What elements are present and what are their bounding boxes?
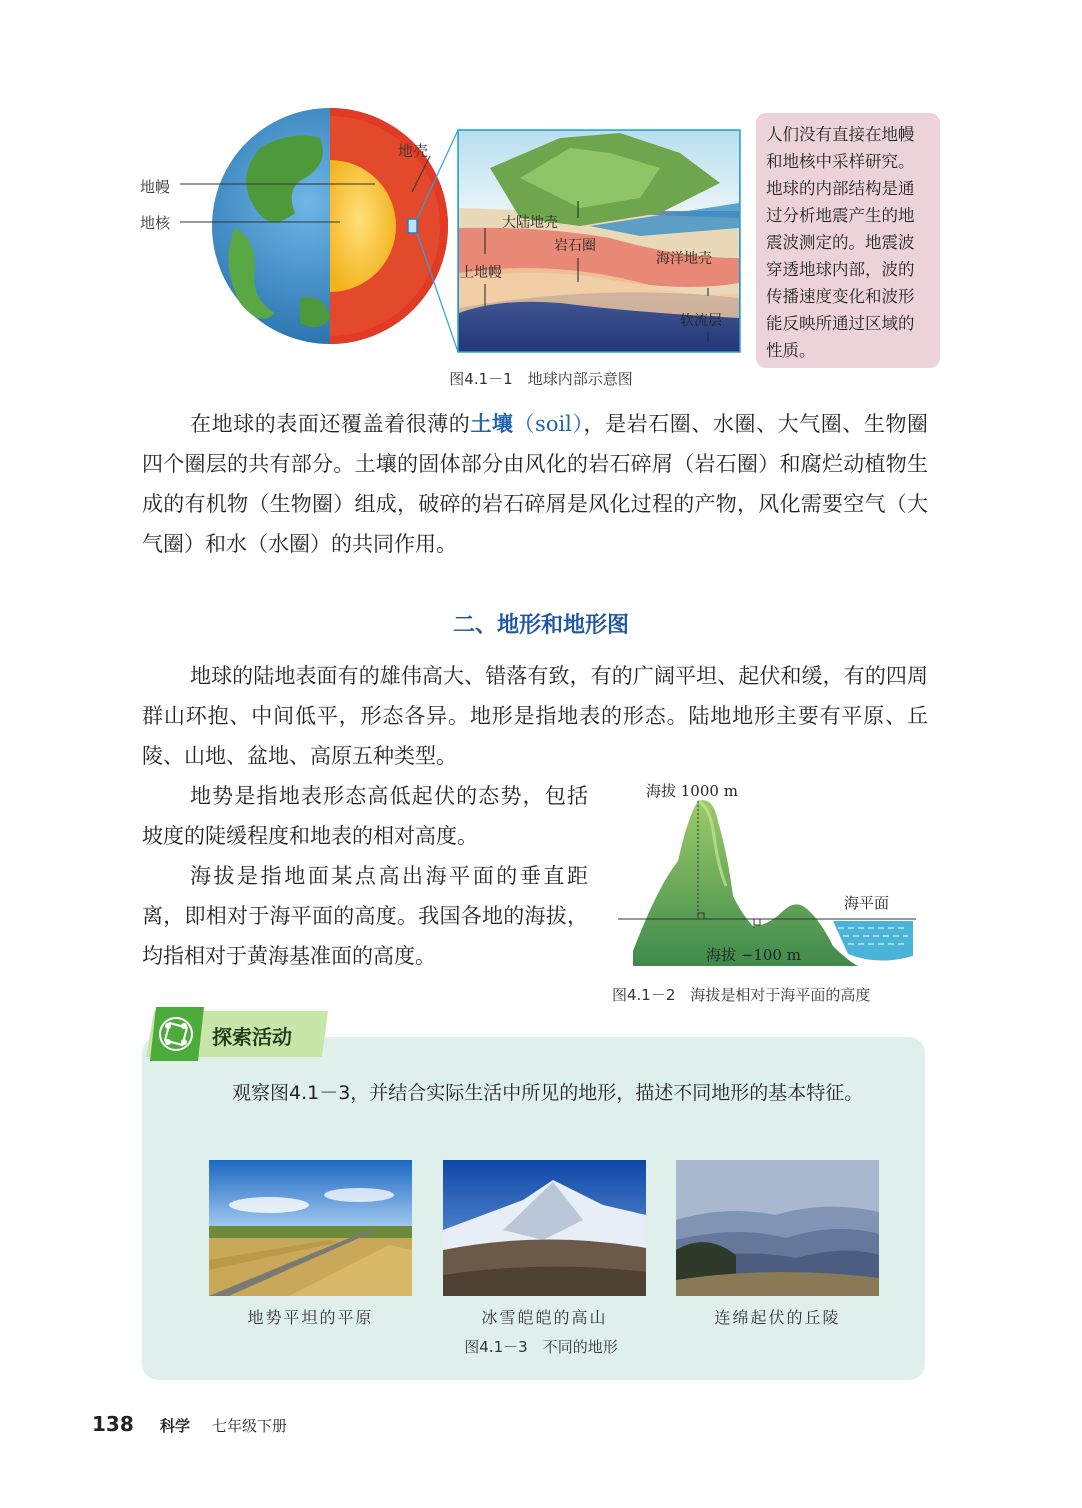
para1-before: 在地球的表面还覆盖着很薄的 <box>190 412 471 436</box>
label-altitude-high: 海拔 1000 m <box>646 782 738 800</box>
label-continental-crust: 大陆地壳 <box>502 215 558 231</box>
photo-mountain <box>443 1160 646 1296</box>
photo-plain <box>209 1160 412 1296</box>
label-oceanic-crust: 海洋地壳 <box>656 251 712 267</box>
label-upper-mantle: 上地幔 <box>460 265 502 281</box>
label-lithosphere: 岩石圈 <box>554 238 596 254</box>
photo-hills <box>676 1160 879 1296</box>
explore-title: 探索活动 <box>212 1025 292 1049</box>
page-number: 138 <box>92 1412 134 1436</box>
para1-after: ，是岩石圈、水圈、大气圈、生物圈四个圈层的共有部分。土壤的固体部分由风化的岩石碎屑（岩石圈）和腐烂动植物生成的有机物（生物圈）组成，破碎的岩石碎屑是风化过程的产物，风化需要空气（大气圈）和水（水圈）的共同作用。 <box>142 412 929 556</box>
label-mantle: 地幔 <box>140 178 171 196</box>
figure-caption-4-1-3: 图4.1－3 不同的地形 <box>464 1338 618 1356</box>
book-title: 科学 <box>160 1417 191 1435</box>
photo-caption-mountain: 冰雪皑皑的高山 <box>481 1308 608 1327</box>
paragraph-terrain <box>142 776 588 856</box>
label-crust: 地壳 <box>398 142 429 160</box>
paragraph-landforms <box>142 656 928 776</box>
explore-icon <box>158 1016 194 1052</box>
para4-text: 海拔是指地面某点高出海平面的垂直距离，即相对于海平面的高度。我国各地的海拔，均指相对于黄海基准面的高度。 <box>142 864 588 968</box>
label-altitude-low: 海拔 −100 m <box>706 946 801 964</box>
label-sea-level: 海平面 <box>844 894 890 912</box>
photo-caption-hills: 连绵起伏的丘陵 <box>714 1308 841 1327</box>
explore-activity-header <box>142 1007 328 1061</box>
paragraph-altitude <box>142 856 588 976</box>
paragraph-soil <box>142 404 928 564</box>
book-grade: 七年级下册 <box>212 1417 288 1435</box>
side-note: 人们没有直接在地幔和地核中采样研究。地球的内部结构是通过分析地震产生的地震波测定的。地震波穿透地球内部，波的传播速度变化和波形能反映所通过区域的性质。 <box>756 113 940 368</box>
photo-caption-plain: 地势平坦的平原 <box>247 1308 374 1327</box>
label-asthenosphere: 软流层 <box>680 313 722 329</box>
keyword-soil: 土壤 <box>470 412 514 436</box>
section-title: 二、地形和地形图 <box>452 613 629 638</box>
altitude-figure <box>618 776 918 976</box>
para2-text: 地球的陆地表面有的雄伟高大、错落有致，有的广阔平坦、起伏和缓，有的四周群山环抱、中间低平，形态各异。地形是指地表的形态。陆地地形主要有平原、丘陵、山地、盆地、高原五种类型。 <box>142 664 928 768</box>
figure-caption-4-1-1: 图4.1－1 地球内部示意图 <box>449 370 633 388</box>
explore-instruction <box>188 1075 888 1112</box>
figure-caption-4-1-2: 图4.1－2 海拔是相对于海平面的高度 <box>612 986 871 1004</box>
para3-text: 地势是指地表形态高低起伏的态势，包括坡度的陡缓程度和地表的相对高度。 <box>142 784 588 848</box>
keyword-soil-english: （soil） <box>513 412 584 436</box>
explore-text: 观察图4.1－3，并结合实际生活中所见的地形，描述不同地形的基本特征。 <box>232 1082 864 1104</box>
label-core: 地核 <box>140 214 171 232</box>
